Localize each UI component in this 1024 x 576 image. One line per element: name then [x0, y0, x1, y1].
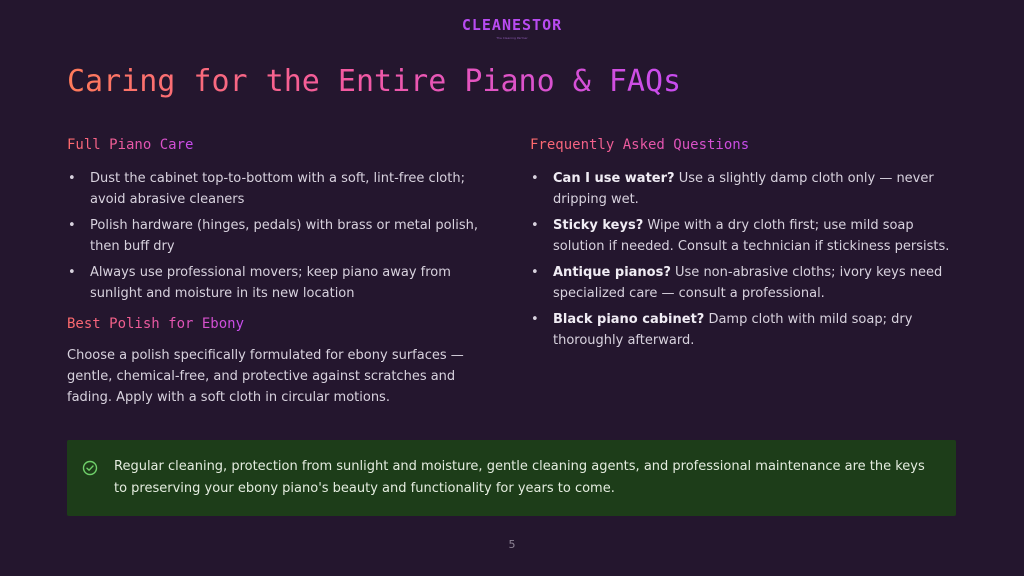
faq-item [530, 309, 960, 351]
list-item: • Polish hardware (hinges, pedals) with brass or metal polish, then buff dry [67, 215, 487, 257]
faq-item [530, 168, 960, 210]
piano-care-list [67, 168, 487, 304]
best-polish-heading: Best Polish for Ebony [67, 313, 244, 335]
faq-item [530, 262, 960, 304]
page-title: Caring for the Entire Piano & FAQs [67, 62, 681, 102]
faq-answer: Use non-abrasive cloths; ivory keys need specialized care — consult a professional. [553, 265, 943, 301]
left-column [67, 134, 487, 408]
faq-question: Can I use water? [553, 171, 675, 186]
check-circle-icon [82, 460, 98, 476]
faq-item [530, 215, 960, 257]
faq-list [530, 168, 960, 351]
brand-logo [0, 14, 1024, 40]
full-piano-care-heading: Full Piano Care [67, 134, 193, 156]
faq-question: Sticky keys? [553, 218, 644, 233]
right-column [530, 134, 960, 356]
faq-question: Antique pianos? [553, 265, 671, 280]
faq-answer: Wipe with a dry cloth first; use mild soap solution if needed. Consult a technician if stickiness persists. [553, 218, 950, 254]
faq-answer: Use a slightly damp cloth only — never dripping wet. [553, 171, 934, 207]
polish-paragraph: Choose a polish specifically formulated for ebony surfaces — gentle, chemical-free, and protective against scratches and fading. Apply with a soft cloth in circular motions. [67, 348, 464, 405]
list-item: • Dust the cabinet top-to-bottom with a soft, lint-free cloth; avoid abrasive cleaners [67, 168, 487, 210]
summary-callout [67, 440, 956, 516]
callout-text: Regular cleaning, protection from sunlight and moisture, gentle cleaning agents, and professional maintenance are the keys to preserving your ebony piano's beauty and functionality for years to come. [114, 459, 925, 496]
faq-answer: Damp cloth with mild soap; dry thoroughly afterward. [553, 312, 913, 348]
list-item: • Always use professional movers; keep piano away from sunlight and moisture in its new location [67, 262, 487, 304]
faq-heading: Frequently Asked Questions [530, 134, 749, 156]
page-number: 5 [508, 538, 516, 551]
logo-wordmark: CLEANESTOR [461, 16, 563, 34]
logo-tagline: The Cleaning Partner [496, 36, 528, 40]
faq-question: Black piano cabinet? [553, 312, 705, 327]
